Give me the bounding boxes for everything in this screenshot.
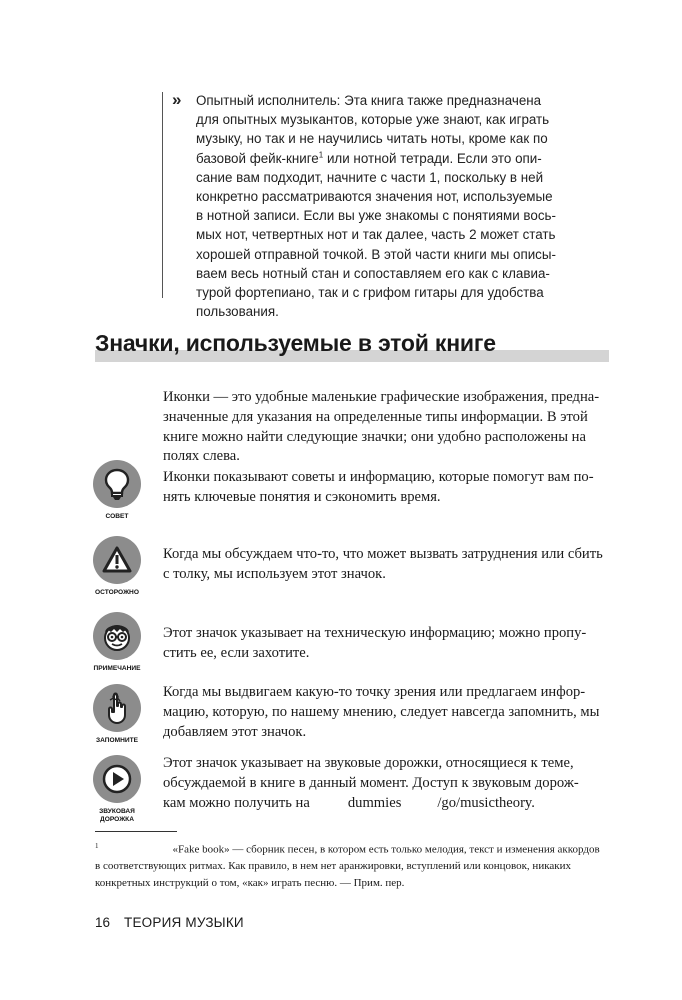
sidebar-line: в нотной записи. Если вы уже знакомы с понятиями вось- xyxy=(196,208,556,224)
icon-text-line: мацию, которую, по нашему мнению, следует навсегда запомнить, мы xyxy=(163,703,600,720)
intro-paragraph xyxy=(163,388,609,467)
icon-remember xyxy=(87,684,147,745)
icon-tip xyxy=(87,460,147,521)
footnote-number: 1 xyxy=(95,842,99,850)
icon-note xyxy=(87,612,147,673)
sidebar-line: Опытный исполнитель: Эта книга также предназначена xyxy=(196,93,542,108)
sidebar-line: музыку, но так и не научились читать ноты, кроме как по xyxy=(196,131,548,147)
icon-audio-text xyxy=(163,754,609,813)
icon-warning xyxy=(87,536,147,597)
play-icon xyxy=(93,755,141,803)
icon-text-line: Когда мы выдвигаем какую-то точку зрения или предлагаем инфор- xyxy=(163,684,586,700)
icon-text-line: с толку, мы используем этот значок. xyxy=(163,565,386,582)
section-heading: Значки, используемые в этой книге xyxy=(95,330,496,356)
icon-warning-text xyxy=(163,545,609,585)
footnote-line: в соответствующих ритмах. Как правило, в нем нет аранжировки, вступлений или концовок, никаких xyxy=(95,860,571,873)
page-footer xyxy=(95,915,244,930)
finger-string-icon xyxy=(93,684,141,732)
icon-text-part: кам можно получить на xyxy=(163,794,310,811)
intro-line: книге можно найти следующие значки; они удобно расположены на xyxy=(163,428,586,445)
sidebar-line: ваем весь нотный стан и сопоставляем его как с клавиа- xyxy=(196,265,550,281)
icon-label: ОСТОРОЖНО xyxy=(95,589,139,596)
intro-line: значенные для указания на определенные типы информации. В этой xyxy=(163,408,588,425)
sidebar-line: сание вам подходит, начните с части 1, поскольку в ней xyxy=(196,169,544,185)
sidebar-paragraph xyxy=(196,91,592,321)
icon-text-line: обсуждаемой в книге в данный момент. Доступ к звуковым дорож- xyxy=(163,774,579,791)
icon-note-text xyxy=(163,624,609,664)
sidebar-line: пользования. xyxy=(196,304,279,320)
footnote-line: конкретных инструкций о том, «как» играть песню. — Прим. пер. xyxy=(95,877,405,890)
bullet-marker: » xyxy=(172,90,182,109)
sidebar-line-part: базовой фейк-книге xyxy=(196,150,319,166)
footnote-rule xyxy=(95,831,177,832)
intro-line: полях слева. xyxy=(163,448,240,465)
page-number: 16 xyxy=(95,915,111,930)
icon-label: ЗВУКОВАЯ ДОРОЖКА xyxy=(99,808,135,823)
icon-label: ПРИМЕЧАНИЕ xyxy=(93,665,141,672)
nerd-face-icon xyxy=(93,612,141,660)
icon-text-line: Этот значок указывает на техническую информацию; можно пропу- xyxy=(163,625,587,641)
sidebar-line-part: или нотной тетради. Если это опи- xyxy=(326,150,542,166)
icon-tip-text xyxy=(163,468,609,508)
icon-text-line: Когда мы обсуждаем что-то, что может вызвать затруднения или сбить xyxy=(163,546,603,562)
icon-text-line: нять ключевые понятия и сэкономить время. xyxy=(163,488,441,505)
icon-remember-text xyxy=(163,683,609,742)
link-part[interactable]: dummies xyxy=(347,794,402,811)
icon-label: ЗАПОМНИТЕ xyxy=(95,737,139,744)
icon-text-line: добавляем этот значок. xyxy=(163,723,307,740)
icon-label: СОВЕТ xyxy=(105,513,129,520)
link-part[interactable]: /go/musictheory. xyxy=(437,794,535,811)
icon-text-line: Этот значок указывает на звуковые дорожки, относящиеся к теме, xyxy=(163,755,574,771)
footnote-ref[interactable]: 1 xyxy=(318,150,324,160)
icon-text-line: Иконки показывают советы и информацию, которые помогут вам по- xyxy=(163,469,594,485)
icon-audio xyxy=(87,755,147,824)
icon-text-line xyxy=(163,794,609,814)
sidebar-line: для опытных музыкантов, которые уже знают, как играть xyxy=(196,112,550,128)
book-title: ТЕОРИЯ МУЗЫКИ xyxy=(124,915,244,930)
footnote-line xyxy=(95,838,609,858)
footnote xyxy=(95,838,609,892)
sidebar-line: турой фортепиано, так и с грифом гитары для удобства xyxy=(196,285,544,301)
icon-text-line: стить ее, если захотите. xyxy=(163,644,310,661)
sidebar-line: мых нот, четвертных нот и так далее, часть 2 может стать xyxy=(196,227,556,243)
footnote-text: «Fake book» — сборник песен, в котором есть только мелодия, текст и изменения аккордов xyxy=(172,843,600,856)
sidebar-line: хорошей отправной точкой. В этой части книги мы описы- xyxy=(196,246,556,262)
sidebar-line xyxy=(196,149,592,168)
lightbulb-icon xyxy=(93,460,141,508)
sidebar-line: конкретно рассматриваются значения нот, используемые xyxy=(196,189,553,205)
intro-line: Иконки — это удобные маленькие графические изображения, предна- xyxy=(163,389,600,405)
warning-icon xyxy=(93,536,141,584)
